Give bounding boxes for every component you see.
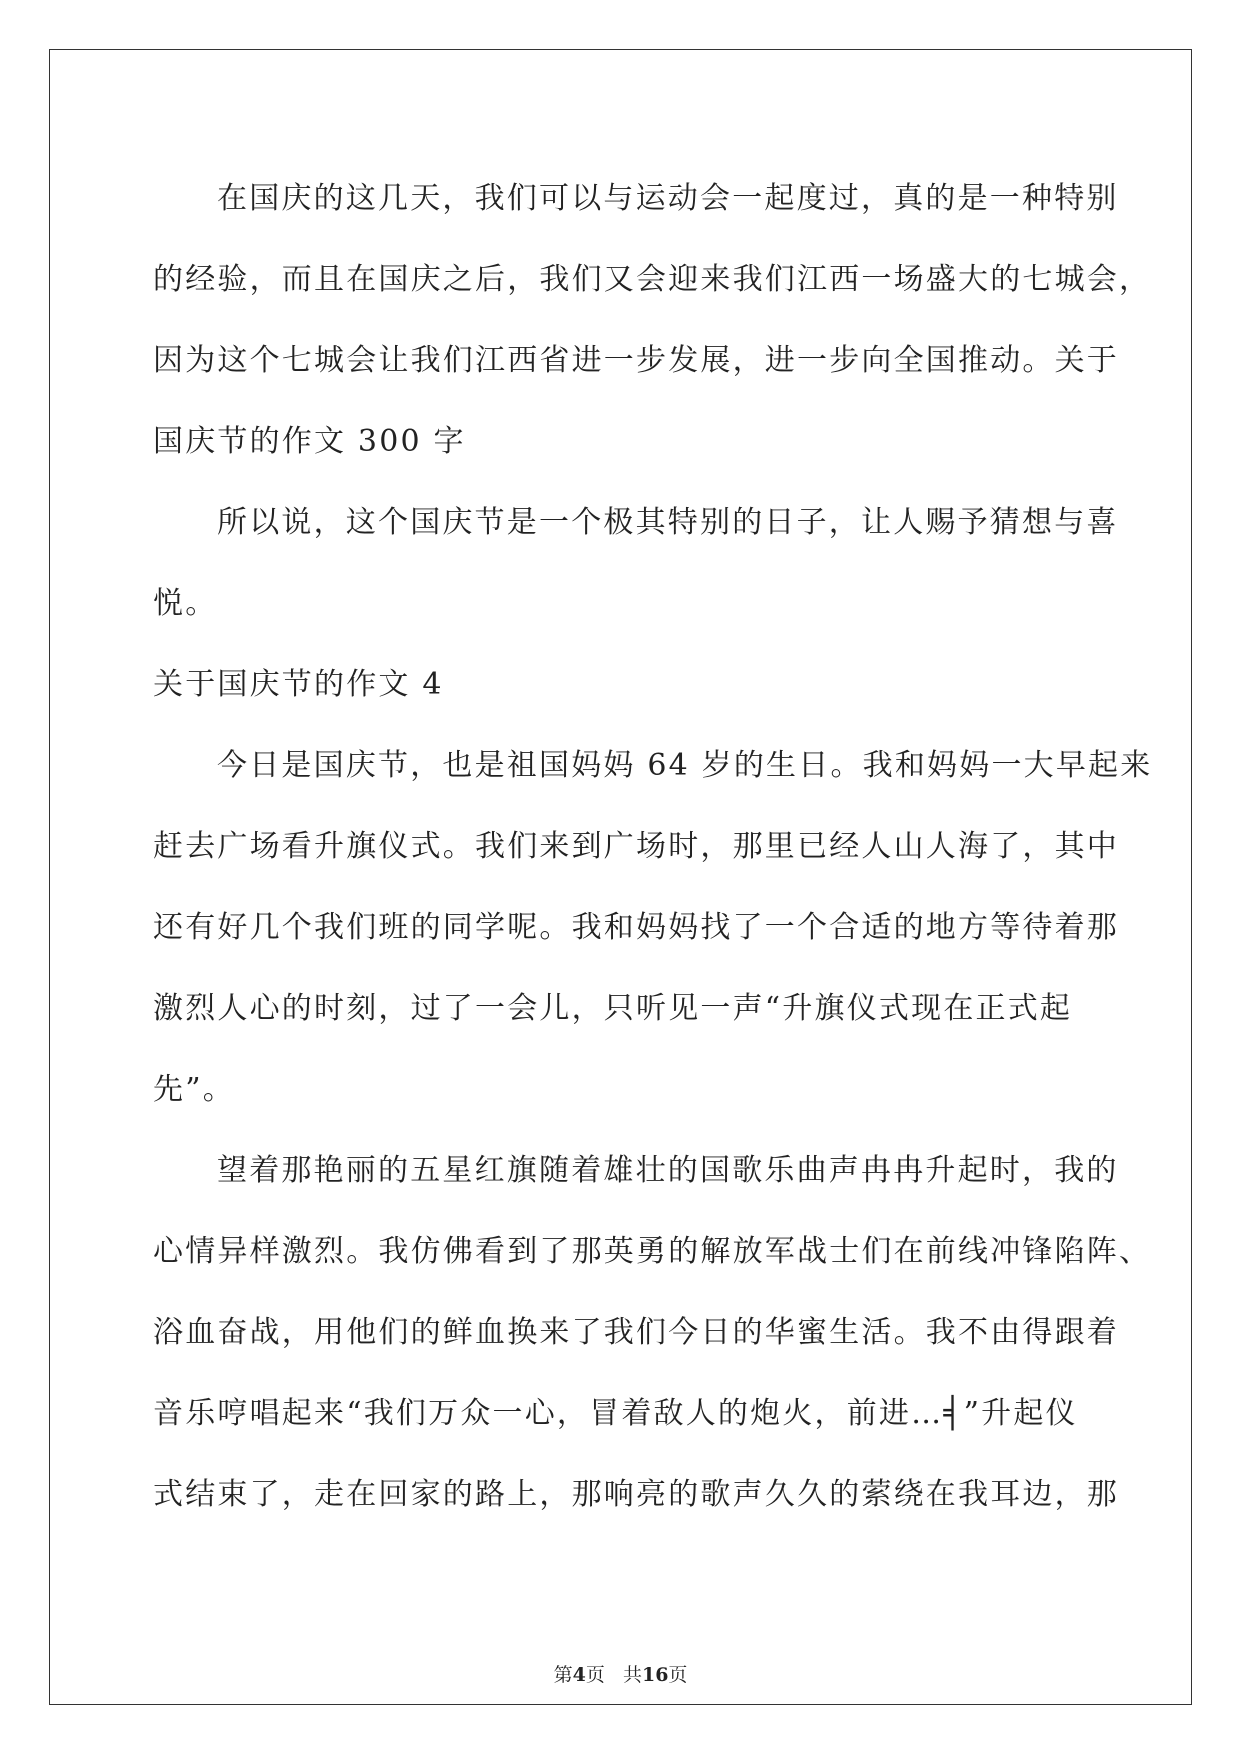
section-heading: 关于国庆节的作文 4 <box>153 667 444 702</box>
paragraph-line: 浴血奋战，用他们的鲜血换来了我们今日的华蜜生活。我不由得跟着 <box>153 1315 1119 1350</box>
paragraph-line: 悦。 <box>153 586 218 621</box>
paragraph-line: 心情异样激烈。我仿佛看到了那英勇的解放军战士们在前线冲锋陷阵、 <box>153 1234 1152 1269</box>
paragraph-line: 音乐哼唱起来“我们万众一心，冒着敌人的炮火，前进…╡”升起仪 <box>153 1396 1078 1431</box>
page-footer <box>0 1660 1241 1687</box>
paragraph-line: 激烈人心的时刻，过了一会儿，只听见一声“升旗仪式现在正式起 <box>153 991 1073 1026</box>
paragraph-line: 还有好几个我们班的同学呢。我和妈妈找了一个合适的地方等待着那 <box>153 910 1119 945</box>
paragraph-line: 在国庆的这几天，我们可以与运动会一起度过，真的是一种特别 <box>217 181 1119 216</box>
paragraph-line: 式结束了，走在回家的路上，那响亮的歌声久久的萦绕在我耳边，那 <box>153 1477 1119 1512</box>
paragraph-line: 的经验，而且在国庆之后，我们又会迎来我们江西一场盛大的七城会， <box>153 262 1152 297</box>
page-suffix: 页 <box>585 1664 605 1686</box>
total-suffix: 页 <box>668 1664 688 1686</box>
total-prefix: 共 <box>622 1664 642 1686</box>
paragraph-line: 国庆节的作文 300 字 <box>153 424 466 459</box>
paragraph-line: 先”。 <box>153 1072 235 1107</box>
paragraph-line: 所以说，这个国庆节是一个极其特别的日子，让人赐予猜想与喜 <box>217 505 1119 540</box>
paragraph-line: 因为这个七城会让我们江西省进一步发展，进一步向全国推动。关于 <box>153 343 1119 378</box>
paragraph-line: 赶去广场看升旗仪式。我们来到广场时，那里已经人山人海了，其中 <box>153 829 1119 864</box>
page-prefix: 第 <box>553 1664 573 1686</box>
paragraph-line: 望着那艳丽的五星红旗随着雄壮的国歌乐曲声冉冉升起时，我的 <box>217 1153 1119 1188</box>
total-pages: 16 <box>641 1664 669 1686</box>
paragraph-line: 今日是国庆节，也是祖国妈妈 64 岁的生日。我和妈妈一大早起来 <box>217 748 1153 783</box>
document-body <box>153 158 1153 1535</box>
page-number: 4 <box>572 1664 586 1686</box>
